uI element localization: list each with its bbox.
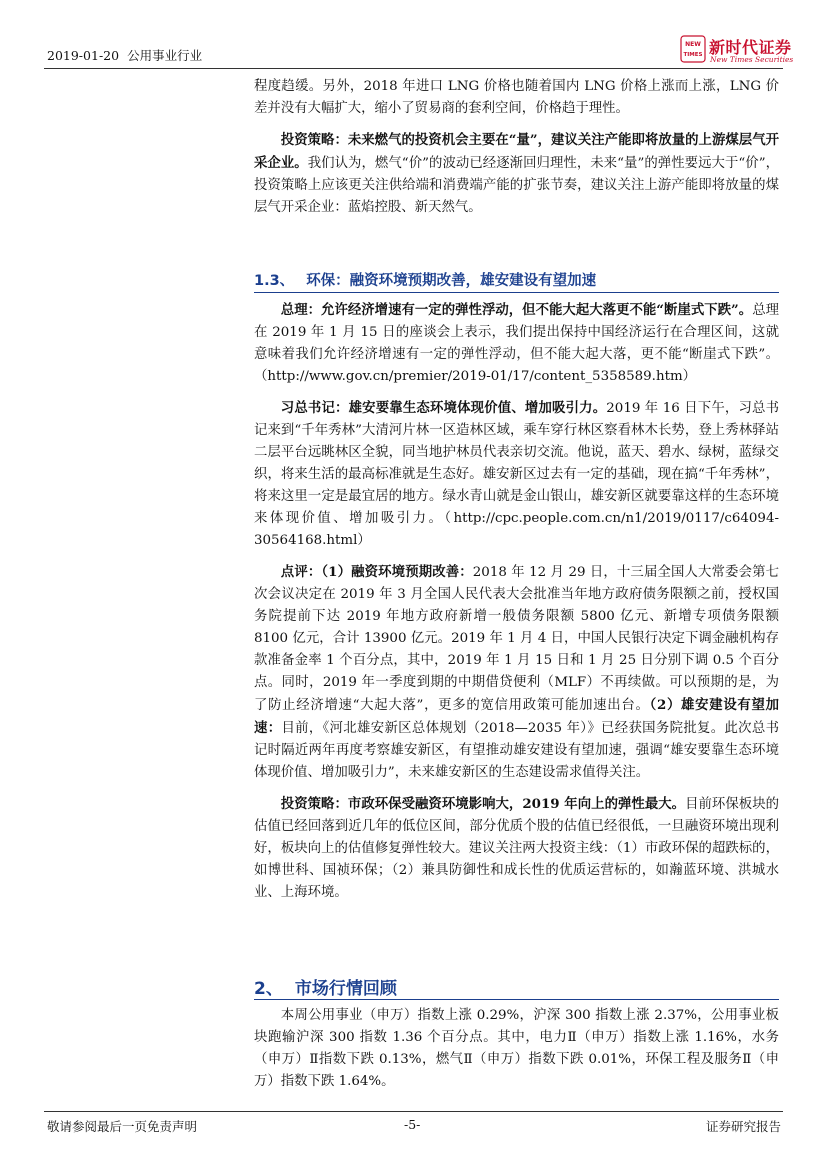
- section-title: 市场行情回顾: [294, 979, 397, 999]
- xi-body: 2019 年 16 日下午，习总书记来到“千年秀林”大清河片林一区造林区域，乘车穿行林区察看林木长势，登上秀林驿站二层平台远眺林区全貌，同当地护林员代表亲切交流。他说，蓝天、碧水、绿树，蓝绿交织，将来生活的最高标准就是生态好。雄安新区过去有一定的基础，现在搞“千年秀林”，将来这里一定是最宜居的地方。绿水青山就是金山银山，雄安新区就要靠这样的生态环境来体现价值、增加吸引力。（http://cpc.people.com.cn/n1/2019/0117/c64094-30564168.html）: [254, 401, 780, 548]
- footer-divider: [44, 1111, 783, 1112]
- comment-lead-1: 点评：（1）融资环境预期改善：: [280, 564, 473, 580]
- strategy-body: 我们认为，燃气“价”的波动已经逐渐回归理性，未来“量”的弹性要远大于“价”，投资策略上应该更关注供给端和消费端产能的扩张节奏，建议关注上游产能即将放量的煤层气开采企业：蓝焰控股、新天然气。: [254, 156, 779, 215]
- xi-lead: 习总书记：雄安要靠生态环境体现价值、增加吸引力。: [280, 400, 607, 416]
- section-number: 2、: [254, 979, 283, 999]
- section-heading-2: [254, 974, 397, 999]
- premier-body: 总理在 2019 年 1 月 15 日的座谈会上表示，我们提出保持中国经济运行在合理区间，这就意味着我们允许经济增速有一定的弹性浮动，但不能大起大落，更不能“断崖式下跌”。（http://www.gov.cn/premier/2019-01/17/content_5358589.htm）: [254, 303, 780, 384]
- industry-name: 公用事业行业: [127, 48, 203, 63]
- footer-disclaimer: 敬请参阅最后一页免责声明: [47, 1119, 198, 1134]
- comment-body-2: 目前，《河北雄安新区总体规划（2018—2035 年）》已经获国务院批复。此次总书记时隔近两年再度考察雄安新区，有望推动雄安建设有望加速，强调“雄安要靠生态环境体现价值、增加吸引力”，未来雄安新区的生态建设需求值得关注。: [254, 721, 780, 780]
- section-number: 1.3、: [254, 273, 295, 289]
- paragraph-strategy-gas: [254, 129, 779, 219]
- report-date: 2019-01-20: [47, 48, 120, 63]
- footer-report-type: 证券研究报告: [705, 1119, 781, 1134]
- section-heading-1-3: [254, 269, 596, 290]
- section-underline: [254, 292, 779, 293]
- strategy-env-body: 目前环保板块的估值已经回落到近几年的低位区间，部分优质个股的估值已经很低，一旦融资环境出现利好，板块向上的估值修复弹性较大。建议关注两大投资主线：（1）市政环保的超跌标的，如博世科、国祯环保；（2）兼具防御性和成长性的优质运营标的，如瀚蓝环境、洪城水业、上海环境。: [254, 797, 780, 900]
- header-date-industry: [47, 46, 202, 64]
- paragraph-premier: [254, 299, 779, 388]
- company-logo: [680, 34, 794, 66]
- comment-body-1: 2018 年 12 月 29 日，十三届全国人大常委会第七次会议决定在 2019 年 3 月全国人民代表大会批准当年地方政府债务限额之前，授权国务院提前下达 2019 年地方政府新增一般债务限额 5800 亿元、新增专项债务限额 8100 亿元，合计 13900 亿元。2019 年 1 月 4 日，中国人民银行决定下调金融机构存款准备金率 1 个百分点，其中，2019 年 1 月 15 日和 1 月 25 日分别下调 0.5 个百分点。同时，2019 年一季度到期的中期借贷便利（MLF）不再续做。可以预期的是，为了防止经济增速“大起大落”，更多的宽信用政策可能加速出台。: [254, 565, 779, 713]
- content-block-market: [254, 1005, 779, 1093]
- section-title: 环保：融资环境预期改善，雄安建设有望加速: [306, 273, 597, 289]
- comment-lead-2: （2）雄安建设有望加速：: [254, 697, 779, 736]
- logo-badge-icon: [680, 34, 706, 64]
- premier-lead: 总理：允许经济增速有一定的弹性浮动，但不能大起大落更不能“断崖式下跌”。: [280, 302, 753, 318]
- logo-chinese-name: 新时代证券: [709, 38, 792, 57]
- paragraph-market-review: 本周公用事业（申万）指数上涨 0.29%，沪深 300 指数上涨 2.37%，公用事业板块跑输沪深 300 指数 1.36 个百分点。其中，电力Ⅱ（申万）指数上涨 1.16%，水务（申万）Ⅱ指数下跌 0.13%，燃气Ⅱ（申万）指数下跌 0.01%，环保工程及服务Ⅱ（申万）指数下跌 1.64%。: [254, 1008, 779, 1089]
- svg-text:TIMES: TIMES: [683, 52, 703, 58]
- paragraph: 程度趋缓。另外，2018 年进口 LNG 价格也随着国内 LNG 价格上涨而上涨，LNG 价差并没有大幅扩大，缩小了贸易商的套利空间，价格趋于理性。: [254, 79, 779, 116]
- logo-english-name: New Times Securities: [710, 55, 794, 64]
- content-block-gas: [254, 76, 779, 219]
- paragraph-comment: [254, 561, 779, 784]
- svg-text:NEW: NEW: [685, 41, 701, 48]
- section-underline: [254, 999, 779, 1000]
- header-divider: [44, 68, 783, 69]
- page-number: -5-: [404, 1117, 421, 1132]
- paragraph-xi: [254, 397, 779, 552]
- strategy-lead: 投资策略：未来燃气的投资机会主要在“量”，建议关注产能即将放量的上游煤层气开采企业。: [254, 132, 779, 171]
- strategy-env-lead: 投资策略：市政环保受融资环境影响大，2019 年向上的弹性最大。: [280, 796, 686, 812]
- paragraph-strategy-env: [254, 793, 779, 904]
- content-block-environment: [254, 299, 779, 904]
